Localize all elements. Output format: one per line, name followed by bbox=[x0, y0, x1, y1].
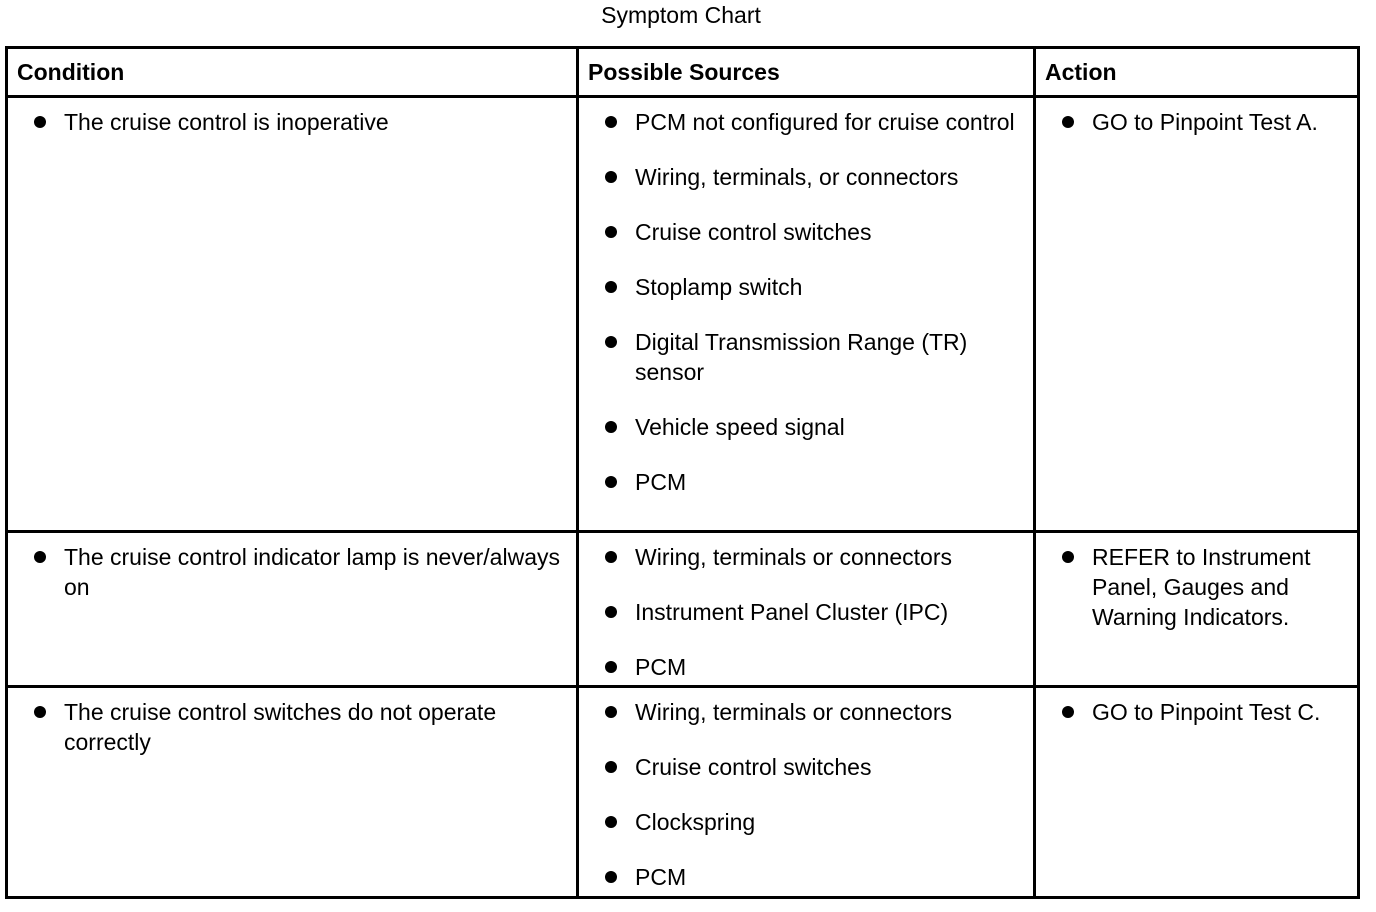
condition-cell bbox=[7, 97, 578, 532]
action-cell bbox=[1035, 532, 1359, 687]
source-text: PCM bbox=[635, 654, 687, 680]
table-row bbox=[7, 97, 1359, 532]
list-item bbox=[579, 467, 1033, 497]
list-item bbox=[579, 652, 1033, 682]
list-item bbox=[579, 162, 1033, 192]
table-row bbox=[7, 687, 1359, 898]
bullet-icon bbox=[1062, 116, 1074, 128]
list-item bbox=[579, 862, 1033, 892]
bullet-icon bbox=[1062, 706, 1074, 718]
list-item bbox=[1036, 697, 1357, 727]
list-item bbox=[1036, 107, 1357, 137]
sources-cell bbox=[578, 687, 1035, 898]
list-item bbox=[579, 752, 1033, 782]
bullet-icon bbox=[1062, 551, 1074, 563]
source-text: Clockspring bbox=[635, 809, 756, 835]
source-text: PCM bbox=[635, 864, 687, 890]
bullet-icon bbox=[605, 551, 617, 563]
source-text: Wiring, terminals, or connectors bbox=[635, 164, 959, 190]
list-item bbox=[8, 542, 576, 602]
header-condition: Condition bbox=[7, 48, 578, 97]
condition-cell bbox=[7, 532, 578, 687]
table-header-row bbox=[7, 48, 1359, 97]
bullet-icon bbox=[605, 761, 617, 773]
bullet-icon bbox=[605, 171, 617, 183]
bullet-icon bbox=[34, 706, 46, 718]
list-item bbox=[579, 272, 1033, 302]
list-item bbox=[579, 107, 1033, 137]
list-item bbox=[579, 327, 1033, 387]
action-cell bbox=[1035, 687, 1359, 898]
list-item bbox=[579, 412, 1033, 442]
condition-text: The cruise control indicator lamp is never/always on bbox=[64, 544, 560, 600]
source-text: Cruise control switches bbox=[635, 754, 872, 780]
condition-text: The cruise control switches do not operate correctly bbox=[64, 699, 497, 755]
bullet-icon bbox=[605, 116, 617, 128]
condition-cell bbox=[7, 687, 578, 898]
bullet-icon bbox=[605, 816, 617, 828]
condition-text: The cruise control is inoperative bbox=[64, 109, 389, 135]
sources-cell bbox=[578, 532, 1035, 687]
bullet-icon bbox=[34, 551, 46, 563]
source-text: PCM not configured for cruise control bbox=[635, 109, 1015, 135]
header-action: Action bbox=[1035, 48, 1359, 97]
header-possible-sources: Possible Sources bbox=[578, 48, 1035, 97]
sources-cell bbox=[578, 97, 1035, 532]
list-item bbox=[579, 542, 1033, 572]
bullet-icon bbox=[605, 706, 617, 718]
list-item bbox=[579, 697, 1033, 727]
action-text: GO to Pinpoint Test C. bbox=[1092, 699, 1321, 725]
list-item bbox=[579, 217, 1033, 247]
bullet-icon bbox=[605, 336, 617, 348]
source-text: Wiring, terminals or connectors bbox=[635, 699, 952, 725]
action-text: REFER to Instrument Panel, Gauges and Warning Indicators. bbox=[1092, 544, 1311, 630]
page-title: Symptom Chart bbox=[601, 2, 761, 28]
source-text: PCM bbox=[635, 469, 687, 495]
list-item bbox=[1036, 542, 1357, 632]
action-text: GO to Pinpoint Test A. bbox=[1092, 109, 1318, 135]
bullet-icon bbox=[605, 476, 617, 488]
source-text: Cruise control switches bbox=[635, 219, 872, 245]
source-text: Wiring, terminals or connectors bbox=[635, 544, 952, 570]
list-item bbox=[8, 107, 576, 137]
bullet-icon bbox=[605, 226, 617, 238]
source-text: Digital Transmission Range (TR) sensor bbox=[635, 329, 968, 385]
list-item bbox=[579, 597, 1033, 627]
bullet-icon bbox=[605, 661, 617, 673]
source-text: Instrument Panel Cluster (IPC) bbox=[635, 599, 949, 625]
action-cell bbox=[1035, 97, 1359, 532]
list-item bbox=[579, 807, 1033, 837]
bullet-icon bbox=[605, 281, 617, 293]
list-item bbox=[8, 697, 576, 757]
symptom-table bbox=[5, 46, 1360, 899]
source-text: Vehicle speed signal bbox=[635, 414, 845, 440]
bullet-icon bbox=[34, 116, 46, 128]
bullet-icon bbox=[605, 606, 617, 618]
bullet-icon bbox=[605, 421, 617, 433]
table-row bbox=[7, 532, 1359, 687]
bullet-icon bbox=[605, 871, 617, 883]
source-text: Stoplamp switch bbox=[635, 274, 803, 300]
